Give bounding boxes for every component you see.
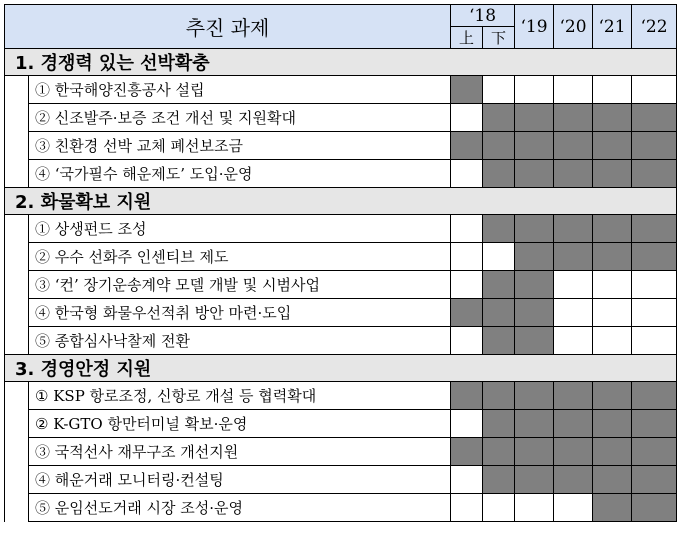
timeline-cell-18上: [451, 132, 483, 160]
timeline-cell-21: [593, 76, 632, 104]
indent-cell: [5, 494, 29, 522]
timeline-cell-18下: [483, 76, 515, 104]
timeline-cell-19: [515, 160, 554, 188]
task-row: [5, 466, 677, 494]
timeline-cell-21: [593, 215, 632, 243]
task-label: ④ 해운거래 모니터링·컨설팅: [29, 466, 451, 494]
timeline-cell-19: [515, 243, 554, 271]
timeline-cell-22: [632, 466, 677, 494]
timeline-cell-22: [632, 76, 677, 104]
task-row: [5, 271, 677, 299]
timeline-cell-18上: [451, 494, 483, 522]
task-row: [5, 243, 677, 271]
task-row: [5, 76, 677, 104]
timeline-cell-22: [632, 327, 677, 355]
year-2018-header: ‘18: [451, 5, 515, 27]
timeline-cell-19: [515, 215, 554, 243]
task-label: ② 우수 선화주 인센티브 제도: [29, 243, 451, 271]
task-label: ① 한국해양진흥공사 설립: [29, 76, 451, 104]
timeline-cell-18上: [451, 104, 483, 132]
indent-cell: [5, 299, 29, 327]
timeline-cell-21: [593, 132, 632, 160]
timeline-cell-22: [632, 104, 677, 132]
task-label: ① KSP 항로조정, 신항로 개설 등 협력확대: [29, 382, 451, 410]
timeline-cell-21: [593, 494, 632, 522]
timeline-cell-21: [593, 243, 632, 271]
timeline-cell-20: [554, 160, 593, 188]
task-row: [5, 104, 677, 132]
timeline-cell-18下: [483, 494, 515, 522]
timeline-cell-20: [554, 104, 593, 132]
task-label: ④ 한국형 화물우선적취 방안 마련·도입: [29, 299, 451, 327]
timeline-cell-21: [593, 438, 632, 466]
timeline-cell-18上: [451, 271, 483, 299]
timeline-cell-18上: [451, 160, 483, 188]
timeline-cell-20: [554, 271, 593, 299]
task-row: [5, 327, 677, 355]
timeline-cell-21: [593, 160, 632, 188]
timeline-cell-22: [632, 160, 677, 188]
timeline-cell-18下: [483, 271, 515, 299]
timeline-cell-19: [515, 132, 554, 160]
indent-cell: [5, 466, 29, 494]
timeline-cell-22: [632, 438, 677, 466]
indent-cell: [5, 215, 29, 243]
timeline-cell-22: [632, 132, 677, 160]
timeline-cell-18下: [483, 160, 515, 188]
timeline-cell-22: [632, 410, 677, 438]
task-label: ① 상생펀드 조성: [29, 215, 451, 243]
timeline-cell-18上: [451, 243, 483, 271]
indent-cell: [5, 327, 29, 355]
timeline-cell-22: [632, 215, 677, 243]
task-row: [5, 494, 677, 522]
timeline-cell-18上: [451, 466, 483, 494]
timeline-cell-20: [554, 438, 593, 466]
timeline-cell-18下: [483, 327, 515, 355]
section-row: [5, 49, 677, 76]
task-row: [5, 382, 677, 410]
indent-cell: [5, 76, 29, 104]
timeline-cell-19: [515, 494, 554, 522]
task-column-header: 추진 과제: [5, 5, 451, 49]
section-row: [5, 188, 677, 215]
timeline-cell-19: [515, 438, 554, 466]
timeline-cell-20: [554, 132, 593, 160]
timeline-cell-21: [593, 299, 632, 327]
timeline-cell-20: [554, 243, 593, 271]
section-title: 1. 경쟁력 있는 선박확충: [5, 49, 677, 76]
year-2022-header: ‘22: [632, 5, 677, 49]
header-row-1: [5, 5, 677, 27]
timeline-cell-21: [593, 271, 632, 299]
indent-cell: [5, 243, 29, 271]
timeline-cell-20: [554, 215, 593, 243]
first-half-header: 上: [451, 27, 483, 49]
timeline-cell-21: [593, 410, 632, 438]
timeline-cell-22: [632, 243, 677, 271]
timeline-cell-18上: [451, 76, 483, 104]
timeline-cell-21: [593, 327, 632, 355]
year-2020-header: ‘20: [554, 5, 593, 49]
task-label: ③ 친환경 선박 교체 폐선보조금: [29, 132, 451, 160]
timeline-cell-19: [515, 76, 554, 104]
section-title: 3. 경영안정 지원: [5, 355, 677, 382]
timeline-cell-19: [515, 382, 554, 410]
indent-cell: [5, 132, 29, 160]
timeline-cell-18下: [483, 299, 515, 327]
task-label: ⑤ 운임선도거래 시장 조성·운영: [29, 494, 451, 522]
task-label: ⑤ 종합심사낙찰제 전환: [29, 327, 451, 355]
timeline-cell-19: [515, 327, 554, 355]
schedule-table: [4, 4, 677, 522]
timeline-cell-19: [515, 271, 554, 299]
timeline-cell-18下: [483, 438, 515, 466]
timeline-cell-20: [554, 382, 593, 410]
timeline-cell-19: [515, 299, 554, 327]
task-label: ③ ‘컨’ 장기운송계약 모델 개발 및 시범사업: [29, 271, 451, 299]
indent-cell: [5, 382, 29, 410]
timeline-cell-18下: [483, 104, 515, 132]
indent-cell: [5, 410, 29, 438]
timeline-cell-21: [593, 466, 632, 494]
timeline-cell-22: [632, 271, 677, 299]
second-half-header: 下: [483, 27, 515, 49]
task-label: ② K-GTO 항만터미널 확보·운영: [29, 410, 451, 438]
timeline-cell-18上: [451, 382, 483, 410]
section-title: 2. 화물확보 지원: [5, 188, 677, 215]
timeline-cell-18下: [483, 132, 515, 160]
timeline-cell-18上: [451, 215, 483, 243]
timeline-cell-21: [593, 382, 632, 410]
task-label: ③ 국적선사 재무구조 개선지원: [29, 438, 451, 466]
timeline-cell-20: [554, 299, 593, 327]
indent-cell: [5, 438, 29, 466]
timeline-cell-18下: [483, 215, 515, 243]
timeline-cell-20: [554, 466, 593, 494]
timeline-cell-19: [515, 466, 554, 494]
indent-cell: [5, 104, 29, 132]
timeline-cell-20: [554, 76, 593, 104]
timeline-cell-19: [515, 410, 554, 438]
timeline-cell-22: [632, 299, 677, 327]
task-row: [5, 132, 677, 160]
timeline-cell-22: [632, 382, 677, 410]
indent-cell: [5, 271, 29, 299]
timeline-cell-18上: [451, 438, 483, 466]
timeline-cell-18上: [451, 410, 483, 438]
year-2021-header: ‘21: [593, 5, 632, 49]
timeline-cell-20: [554, 327, 593, 355]
timeline-cell-18下: [483, 243, 515, 271]
task-row: [5, 438, 677, 466]
task-row: [5, 299, 677, 327]
task-row: [5, 160, 677, 188]
indent-cell: [5, 160, 29, 188]
task-row: [5, 410, 677, 438]
timeline-cell-22: [632, 494, 677, 522]
timeline-cell-21: [593, 104, 632, 132]
section-row: [5, 355, 677, 382]
timeline-cell-18下: [483, 410, 515, 438]
timeline-cell-18下: [483, 382, 515, 410]
timeline-cell-18上: [451, 327, 483, 355]
timeline-cell-18下: [483, 466, 515, 494]
timeline-cell-18上: [451, 299, 483, 327]
task-label: ④ ‘국가필수 해운제도’ 도입·운영: [29, 160, 451, 188]
timeline-cell-20: [554, 410, 593, 438]
timeline-cell-19: [515, 104, 554, 132]
task-row: [5, 215, 677, 243]
timeline-cell-20: [554, 494, 593, 522]
schedule-body: [5, 49, 677, 522]
task-label: ② 신조발주·보증 조건 개선 및 지원확대: [29, 104, 451, 132]
year-2019-header: ‘19: [515, 5, 554, 49]
